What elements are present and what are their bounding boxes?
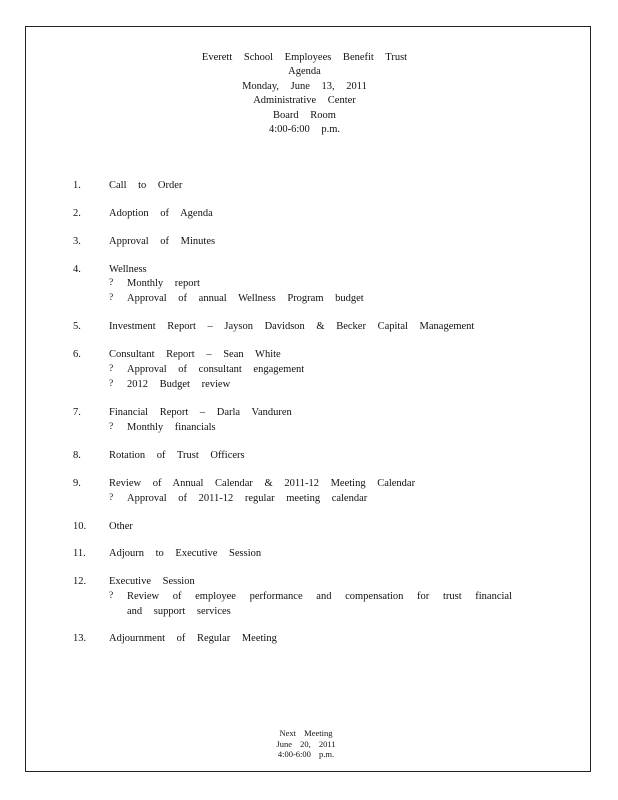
item-title: Rotation of Trust Officers bbox=[109, 450, 245, 461]
page-border bbox=[25, 26, 591, 772]
item-number: 8. bbox=[73, 450, 81, 461]
bullet-icon: ? bbox=[109, 591, 114, 601]
agenda-header bbox=[0, 51, 609, 137]
item-number: 2. bbox=[73, 208, 81, 219]
document-title: Agenda bbox=[288, 66, 321, 78]
item-title: Financial Report – Darla Vanduren bbox=[109, 407, 292, 418]
item-title: Adjourn to Executive Session bbox=[109, 548, 262, 559]
item-number: 7. bbox=[73, 407, 81, 418]
subitem-text: Review of employee performance and compensation for trust financial and support services bbox=[127, 591, 512, 617]
next-meeting-label: Next Meeting bbox=[279, 728, 333, 738]
item-title: Investment Report – Jayson Davidson & Becker Capital Management bbox=[109, 321, 475, 332]
subitem-text: Monthly financials bbox=[127, 422, 216, 433]
subitem-text: Monthly report bbox=[127, 278, 200, 289]
item-number: 12. bbox=[73, 576, 87, 587]
item-title: Executive Session bbox=[109, 576, 195, 587]
item-title: Other bbox=[109, 521, 133, 532]
next-meeting-footer bbox=[0, 728, 612, 760]
subitem-text: 2012 Budget review bbox=[127, 379, 231, 390]
bullet-icon: ? bbox=[109, 364, 114, 374]
meeting-room: Board Room bbox=[273, 109, 336, 121]
bullet-icon: ? bbox=[109, 293, 114, 303]
meeting-location: Administrative Center bbox=[253, 95, 356, 107]
bullet-icon: ? bbox=[109, 278, 114, 288]
item-title: Adjournment of Regular Meeting bbox=[109, 633, 277, 644]
item-title: Call to Order bbox=[109, 180, 183, 191]
organization-name: Everett School Employees Benefit Trust bbox=[201, 52, 408, 63]
item-title: Approval of Minutes bbox=[109, 236, 216, 247]
next-meeting-time: 4:00-6:00 p.m. bbox=[277, 749, 335, 759]
item-number: 9. bbox=[73, 478, 81, 489]
meeting-time: 4:00-6:00 p.m. bbox=[268, 124, 341, 136]
subitem-text: Approval of 2011-12 regular meeting calendar bbox=[127, 493, 368, 504]
next-meeting-date: June 20, 2011 bbox=[276, 738, 336, 749]
item-number: 3. bbox=[73, 236, 81, 247]
item-number: 4. bbox=[73, 264, 81, 275]
bullet-icon: ? bbox=[109, 422, 114, 432]
bullet-icon: ? bbox=[109, 379, 114, 389]
item-title: Adoption of Agenda bbox=[109, 208, 213, 219]
item-number: 6. bbox=[73, 349, 81, 360]
item-title: Wellness bbox=[109, 264, 147, 275]
subitem-text: Approval of consultant engagement bbox=[127, 364, 305, 375]
item-number: 10. bbox=[73, 521, 87, 532]
item-number: 13. bbox=[73, 633, 87, 644]
item-number: 5. bbox=[73, 321, 81, 332]
meeting-date: Monday, June 13, 2011 bbox=[242, 80, 367, 92]
item-title: Review of Annual Calendar & 2011-12 Meeting Calendar bbox=[109, 478, 416, 489]
item-number: 11. bbox=[73, 548, 86, 559]
item-number: 1. bbox=[73, 180, 81, 191]
bullet-icon: ? bbox=[109, 493, 114, 503]
item-title: Consultant Report – Sean White bbox=[109, 349, 281, 360]
subitem-text: Approval of annual Wellness Program budget bbox=[127, 293, 364, 304]
